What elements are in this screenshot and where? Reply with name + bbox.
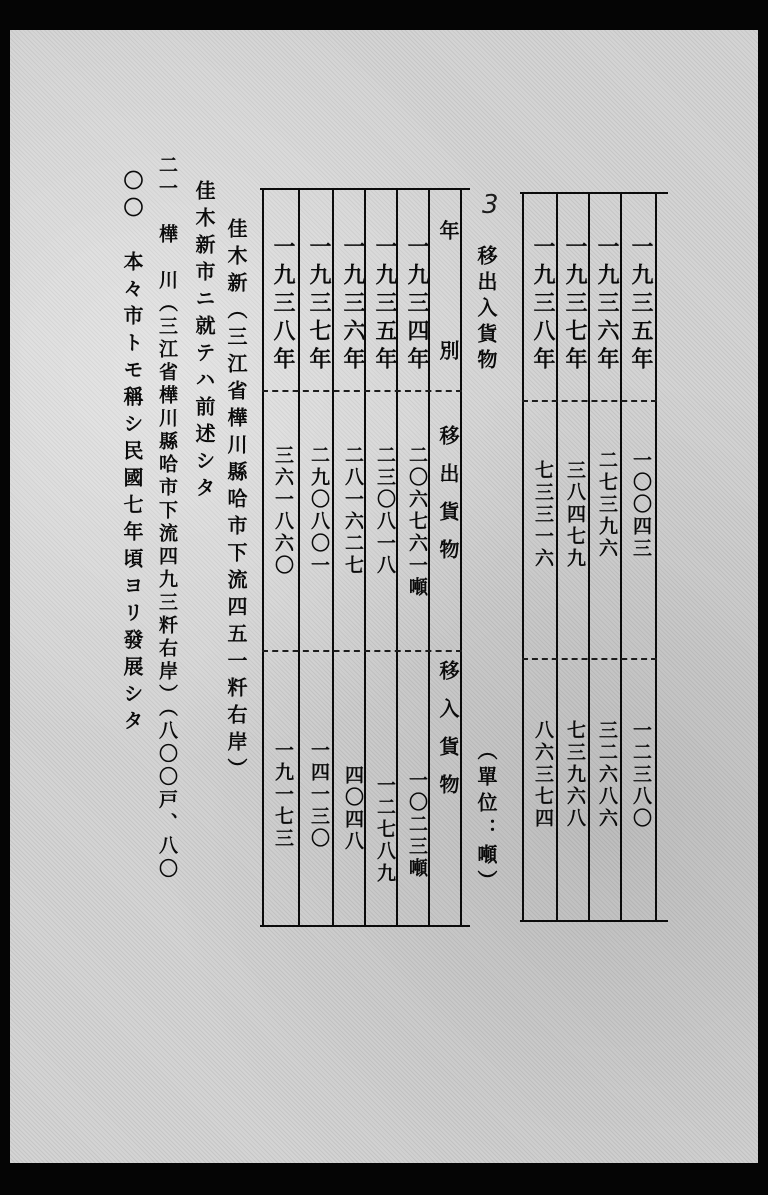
body-line-4: 〇〇 本々市トモ稱シ民國七年頃ヨリ發展シタ bbox=[120, 170, 144, 737]
body-line-2: 佳木新市ニ就テハ前述シタ bbox=[192, 180, 216, 504]
table2-row-3-import: 四〇四八 bbox=[342, 765, 364, 853]
table1-left-rule bbox=[522, 192, 524, 920]
table1-row-2-year: 一九三六年 bbox=[594, 235, 620, 375]
table1-mid-dash bbox=[522, 658, 657, 660]
table2-row-5-year: 一九三八年 bbox=[270, 235, 296, 375]
section-title: 移出入貨物 bbox=[474, 245, 498, 375]
table2-row-1-import: 一〇二三噸 bbox=[406, 770, 428, 880]
table1-row-4-export: 七三三一六 bbox=[532, 460, 554, 570]
table2-row-4-year: 一九三七年 bbox=[306, 235, 332, 375]
table1-row-3-export: 三八四七九 bbox=[564, 460, 586, 570]
table2-row-5-import: 一九一七三 bbox=[272, 740, 294, 850]
table1-top-rule bbox=[520, 192, 668, 194]
table2-row-2-export: 二三〇八一八 bbox=[374, 445, 396, 577]
table2-header-year: 年 bbox=[436, 220, 460, 246]
table2-bottom-rule bbox=[260, 925, 470, 927]
body-line-3: 二一 樺 川（三江省樺川縣哈市下流四九三粁右岸）（八〇〇戸、八〇 bbox=[156, 155, 178, 882]
table2-row-3-export: 二八一六二七 bbox=[342, 445, 364, 577]
table1-row-3-year: 一九三七年 bbox=[562, 235, 588, 375]
table1-row-2-import: 三二六八六 bbox=[596, 720, 618, 830]
table2-header-category: 別 bbox=[436, 340, 460, 366]
unit-note: （單位：噸） bbox=[474, 740, 498, 896]
table2-row-3-year: 一九三六年 bbox=[340, 235, 366, 375]
table1-row-4-import: 八六三七四 bbox=[532, 720, 554, 830]
table2-mid-dash bbox=[262, 650, 462, 652]
table2-row-4-import: 一四一三〇 bbox=[308, 740, 330, 850]
table1-row-1-import: 一二三八〇 bbox=[630, 720, 652, 830]
table2-left-rule bbox=[262, 188, 264, 925]
table2-row-2-import: 一二七八九 bbox=[374, 775, 396, 885]
table2-header-dash bbox=[262, 390, 462, 392]
table2-row-4-export: 二九〇八〇一 bbox=[308, 445, 330, 577]
table2-header-export: 移出貨物 bbox=[436, 425, 460, 577]
table1-row-1-export: 一〇〇四三 bbox=[630, 450, 652, 560]
table2-row-1-year: 一九三四年 bbox=[404, 235, 430, 375]
table2-row-2-year: 一九三五年 bbox=[372, 235, 398, 375]
table1-row-4-year: 一九三八年 bbox=[530, 235, 556, 375]
table1-row-3-import: 七三九六八 bbox=[564, 720, 586, 830]
table2-row-1-export: 二〇六七六一噸 bbox=[406, 445, 428, 599]
table1-row-1-year: 一九三五年 bbox=[628, 235, 654, 375]
table1-row-2-export: 二七三九六 bbox=[596, 450, 618, 560]
body-line-1: 佳木新（三江省樺川縣哈市下流四五一粁右岸） bbox=[224, 218, 248, 785]
table1-header-dash bbox=[522, 400, 657, 402]
document-page bbox=[10, 30, 758, 1163]
table1-bottom-rule bbox=[520, 920, 668, 922]
table2-row-5-export: 三六一八六〇 bbox=[272, 445, 294, 577]
page-number: 3 bbox=[482, 190, 499, 220]
table2-header-import: 移入貨物 bbox=[436, 660, 460, 812]
